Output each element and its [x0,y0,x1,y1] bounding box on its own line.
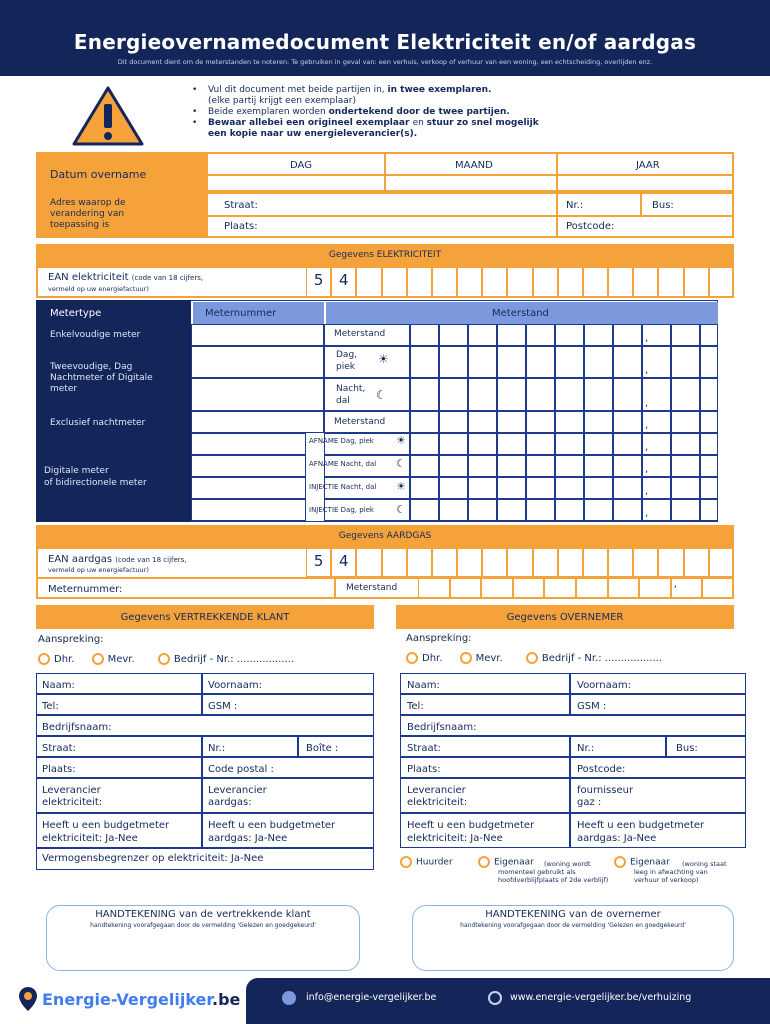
eigenaar-1-note: (woning wordt momenteel gebruikt als hoofdverblijfplaats of 2de verblijf) [498,860,609,884]
gas-meterstand-digit[interactable] [576,578,608,599]
signature-taker-box[interactable] [412,905,734,971]
moon-icon: ☾ [396,457,406,470]
gas-meterstand-digit[interactable] [481,578,513,599]
meterstand-digit[interactable] [555,411,584,433]
meterstand-digit[interactable] [613,378,642,411]
ean-digit-box[interactable] [432,266,457,298]
ean-gas-digits[interactable] [306,547,734,577]
meterstand-digit[interactable] [410,411,439,433]
ean-digit-box[interactable] [658,547,683,577]
meterstand-digit[interactable] [497,411,526,433]
bus-label: Bus: [652,200,674,211]
mevr-radio[interactable] [92,653,104,665]
meterstand-digit[interactable] [700,433,718,455]
gas-meterstand-digit[interactable] [544,578,576,599]
year-label: JAAR [636,160,660,171]
gas-meterstand-digit[interactable] [450,578,482,599]
meterstand-digit[interactable] [526,455,555,477]
meterstand-digit[interactable] [671,499,700,521]
ean-digit-box[interactable] [533,547,558,577]
dag-label: Dag, [336,350,358,360]
meterstand-digit[interactable] [584,477,613,499]
sun-icon: ☀ [396,434,406,447]
meterstand-digit[interactable] [410,433,439,455]
metertype-header: Metertype [50,308,102,319]
meterstand-header: Meterstand [492,308,549,319]
meternummer-header: Meternummer [205,308,277,319]
meterstand-digit[interactable] [497,433,526,455]
bedrijf-radio[interactable] [158,653,170,665]
meterstand-digit[interactable]: , [642,346,671,378]
eigenaar-2-radio[interactable] [614,856,626,868]
meterstand-digit[interactable] [526,499,555,521]
meterstand-digit[interactable] [671,378,700,411]
ean-digit-box[interactable] [356,266,381,298]
gsm-label: GSM : [577,701,607,712]
address-label-box [36,192,208,238]
bedrijfsnaam-label: Bedrijfsnaam: [42,722,112,733]
meterstand-digit[interactable] [410,477,439,499]
meterstand-digit[interactable]: , [642,477,671,499]
meterstand-digit[interactable] [584,346,613,378]
meterstand-digit[interactable]: , [642,378,671,411]
meternummer-cell[interactable] [191,411,324,433]
gas-meternummer-label: Meternummer: [48,584,123,595]
gas-header [36,525,734,547]
departing-salutation-options[interactable]: Dhr. Mevr. Bedrijf - Nr.: .................. [38,653,294,665]
dhr-radio[interactable] [406,652,418,664]
signature-departing-title: HANDTEKENING van de vertrekkende klant [95,909,311,920]
month-label: MAAND [455,160,493,171]
injectie-nacht-label: INJECTIE Nacht, dal [309,483,377,491]
budget-gas-label: Heeft u een budgetmeter aardgas: Ja-Nee [208,820,336,844]
tel-label: Tel: [407,701,424,712]
ean-digit-box[interactable] [709,547,734,577]
email-icon [282,991,296,1005]
city-label: Plaats: [224,221,258,232]
meterstand-digit[interactable] [439,477,468,499]
meterstand-digit[interactable] [468,499,497,521]
brand-logo: Energie-Vergelijker.be [42,990,241,1009]
injectie-dag-label: INJECTIE Dag, piek [309,506,374,514]
ean-digit-box[interactable] [709,266,734,298]
meterstand-digit[interactable] [526,477,555,499]
ean-digit-box[interactable] [507,547,532,577]
meterstand-digit[interactable] [584,499,613,521]
globe-icon [488,991,502,1005]
dal-label: dal [336,396,350,406]
gas-meterstand-digit[interactable] [639,578,671,599]
huurder-radio[interactable] [400,856,412,868]
meterstand-digit[interactable] [671,411,700,433]
meterstand-digit[interactable] [526,346,555,378]
ean-digit-box[interactable] [407,547,432,577]
tel-label: Tel: [42,701,59,712]
ean-digit-box[interactable] [382,547,407,577]
nr-label: Nr.: [208,743,226,754]
meternummer-cell[interactable] [191,455,306,477]
naam-label: Naam: [42,680,75,691]
gas-meterstand-digit[interactable]: , [671,578,703,599]
day-label: DAG [290,160,312,171]
meterstand-digit[interactable] [497,499,526,521]
ean-digit-box[interactable] [457,266,482,298]
ean-electricity-digits[interactable] [306,266,734,298]
meterstand-digit[interactable] [555,346,584,378]
meternummer-cell[interactable] [191,477,306,499]
postcode-label: Postcode: [566,221,615,232]
meterstand-digit[interactable] [613,477,642,499]
piek-label: piek [336,362,355,372]
ean-digit-box[interactable] [407,266,432,298]
meterstand-digit[interactable] [468,433,497,455]
vermogensbegrenzer-label: Vermogensbegrenzer op elektriciteit: Ja-Nee [42,853,264,864]
signature-departing-box[interactable] [46,905,360,971]
ean-digit-box[interactable] [382,266,407,298]
eigenaar-2-note: (woning staat leeg in afwachting van verhuur of verkoop) [634,860,727,884]
taker-header [396,605,734,629]
eigenaar-1-option[interactable]: Eigenaar [478,856,534,868]
sun-icon: ☀ [396,480,406,493]
ean-digit-box[interactable] [684,547,709,577]
meternummer-cell[interactable] [191,346,324,378]
voornaam-label: Voornaam: [577,680,631,691]
meterstand-digit[interactable] [555,324,584,346]
ean-digit-box[interactable] [558,547,583,577]
date-label-box [36,152,208,192]
ean-prefix-digit: 4 [331,547,356,577]
exclusief-nacht-label: Exclusief nachtmeter [50,418,146,428]
straat-label: Straat: [42,743,76,754]
naam-label: Naam: [407,680,440,691]
bidirectionele-meter-label: of bidirectionele meter [44,478,147,488]
meterstand-digit[interactable] [700,324,718,346]
meterstand-digit[interactable]: , [642,324,671,346]
meterstand-digit[interactable] [526,411,555,433]
lev-elek-label: Leverancier elektriciteit: [407,785,468,808]
nr-label: Nr.: [566,200,584,211]
meterstand-digit[interactable] [700,499,718,521]
electricity-header [36,244,734,266]
ean-digit-box[interactable] [633,547,658,577]
meterstand-digit[interactable] [555,499,584,521]
bedrijf-radio[interactable] [526,652,538,664]
gsm-label: GSM : [208,701,238,712]
bus-label: Bus: [676,743,698,754]
gas-meterstand-digits[interactable] [418,578,734,599]
meterstand-digit[interactable]: , [642,499,671,521]
ean-digit-box[interactable] [608,266,633,298]
ean-digit-box[interactable] [356,547,381,577]
ean-digit-box[interactable] [658,266,683,298]
meterstand-digit[interactable] [410,324,439,346]
meterstand-label-2: Meterstand [334,417,386,427]
meterstand-digit[interactable] [700,378,718,411]
meterstand-digit[interactable] [700,411,718,433]
digitale-meter-label: Digitale meter [44,466,109,476]
straat-label: Straat: [407,743,441,754]
meterstand-digit[interactable] [439,499,468,521]
meterstand-digit[interactable]: , [642,411,671,433]
meterstand-digit[interactable] [555,378,584,411]
meterstand-digit[interactable] [613,346,642,378]
meterstand-digit[interactable] [671,455,700,477]
departing-title: Gegevens VERTREKKENDE KLANT [120,612,290,623]
departing-header [36,605,374,629]
boite-label: Boîte : [306,743,339,754]
meterstand-digit[interactable] [671,477,700,499]
taker-salutation-options[interactable]: Dhr. Mevr. Bedrijf - Nr.: .................. [406,652,662,664]
ean-electricity-label: EAN elektriciteit (code van 18 cijfers, [48,272,204,283]
meterstand-digit[interactable] [439,378,468,411]
ean-prefix-digit: 4 [331,266,356,298]
date-fields[interactable] [206,152,734,192]
meterstand-label-cell[interactable] [324,378,410,411]
meterstand-digit[interactable] [439,411,468,433]
ean-prefix-digit: 5 [306,547,331,577]
page-header [0,0,770,76]
gas-meterstand-label: Meterstand [346,583,398,593]
meterstand-digit[interactable] [468,455,497,477]
ean-gas-label: EAN aardgas (code van 18 cijfers, [48,554,187,565]
meterstand-digit[interactable] [613,433,642,455]
meterstand-digit[interactable] [439,324,468,346]
meterstand-digit[interactable] [671,433,700,455]
meterstand-digit[interactable]: , [642,455,671,477]
ean-digit-box[interactable] [482,547,507,577]
nr-label: Nr.: [577,743,595,754]
date-label: Datum overname [50,168,147,181]
meterstand-digit[interactable] [526,324,555,346]
meterstand-digit[interactable] [671,324,700,346]
ean-digit-box[interactable] [583,266,608,298]
taker-salutation-label: Aanspreking: [406,633,472,644]
footer-url[interactable]: www.energie-vergelijker.be/verhuizing [510,992,692,1003]
meterstand-digit[interactable] [584,324,613,346]
meterstand-digit[interactable] [526,433,555,455]
tweevoudig-label: Tweevoudige, Dag Nachtmeter of Digitale meter [50,362,153,394]
form-field[interactable] [36,694,202,715]
eigenaar-2-option[interactable]: Eigenaar [614,856,670,868]
meterstand-digit[interactable] [613,499,642,521]
meterstand-digit[interactable] [468,324,497,346]
meternummer-cell[interactable] [191,324,324,346]
ean-digit-box[interactable] [507,266,532,298]
signature-taker-title: HANDTEKENING van de overnemer [485,909,661,920]
meterstand-digit[interactable] [700,455,718,477]
meterstand-digit[interactable] [497,378,526,411]
meterstand-digit[interactable] [439,433,468,455]
signature-note: handtekening voorafgegaan door de vermelding 'Gelezen en goedgekeurd' [460,922,686,929]
enkelvoudig-label: Enkelvoudige meter [50,330,141,340]
ean-digit-box[interactable] [533,266,558,298]
meterstand-digit[interactable] [497,324,526,346]
lev-gas-label: Leverancier aardgas: [208,785,267,808]
dhr-radio[interactable] [38,653,50,665]
gas-title: Gegevens AARDGAS [338,531,432,541]
meterstand-digit[interactable] [584,378,613,411]
departing-salutation-label: Aanspreking: [38,634,104,645]
nacht-label: Nacht, [336,384,366,394]
mevr-radio[interactable] [460,652,472,664]
footer-email[interactable]: info@energie-vergelijker.be [306,992,437,1003]
meterstand-digit[interactable] [468,411,497,433]
instructions: • Vul dit document met beide partijen in, in twee exemplaren. (elke partij krijgt een exemplaar) • Beide exemplaren worden ondertekend door de twee partijen. • Bewaar allebei een origineel exemplaar en stuur zo snel mogelijk een kopie naar uw energieleverancier(s). [192,85,592,140]
lev-elek-label: Leverancier elektriciteit: [42,785,103,808]
meternummer-cell[interactable] [191,378,324,411]
footer [0,978,770,1024]
eigenaar-1-radio[interactable] [478,856,490,868]
signature-note: handtekening voorafgegaan door de vermelding 'Gelezen en goedgekeurd' [90,922,316,929]
meterstand-digit[interactable] [671,346,700,378]
sun-icon: ☀ [378,352,389,366]
postcode-label: Postcode: [577,764,626,775]
budget-elek-label: Heeft u een budgetmeter elektriciteit: Ja-Nee [407,820,535,844]
meterstand-digit[interactable] [468,477,497,499]
gas-meterstand-digit[interactable] [513,578,545,599]
meterstand-digit[interactable] [439,346,468,378]
meterstand-digit[interactable] [410,346,439,378]
plaats-label: Plaats: [42,764,76,775]
meterstand-digit[interactable] [526,378,555,411]
ean-electricity-note: vermeld op uw energiefactuur) [48,285,149,293]
meterstand-digit[interactable] [584,411,613,433]
meterstand-digit[interactable] [410,455,439,477]
plaats-label: Plaats: [407,764,441,775]
meterstand-digit[interactable] [555,455,584,477]
meterstand-digit[interactable] [613,324,642,346]
gas-meterstand-digit[interactable] [418,578,450,599]
form-field[interactable] [400,694,570,715]
street-label: Straat: [224,200,258,211]
meternummer-cell[interactable] [191,499,306,521]
meterstand-digit[interactable] [584,455,613,477]
meterstand-digit[interactable] [497,477,526,499]
electricity-title: Gegevens ELEKTRICITEIT [328,250,442,260]
location-pin-icon [18,986,38,1012]
ean-digit-box[interactable] [633,266,658,298]
page-title: Energieovernamedocument Elektriciteit en/of aardgas [73,30,697,54]
moon-icon: ☾ [376,388,387,402]
ean-prefix-digit: 5 [306,266,331,298]
meterstand-digit[interactable] [410,378,439,411]
meterstand-digit[interactable] [497,455,526,477]
address-label: Adres waarop de verandering van toepassing is [50,198,126,230]
meterstand-label-1: Meterstand [334,329,386,339]
meterstand-digit[interactable] [584,433,613,455]
budget-elek-label: Heeft u een budgetmeter elektriciteit: Ja-Nee [42,820,170,844]
meterstand-digit[interactable] [555,433,584,455]
code-postal-label: Code postal : [208,764,274,775]
ean-digit-box[interactable] [583,547,608,577]
meterstand-digit[interactable] [468,346,497,378]
meterstand-digit[interactable] [613,455,642,477]
ean-digit-box[interactable] [457,547,482,577]
page-subtitle: Dit document dient om de meterstanden te noteren. Te gebruiken in geval van: een verhuis, verkoop of verhuur van een woning, een echtscheiding, overlijden enz. [117,58,653,66]
meterstand-digit[interactable] [700,477,718,499]
afname-dag-label: AFNAME Dag, piek [309,437,374,445]
bedrijfsnaam-label: Bedrijfsnaam: [407,722,477,733]
meterstand-digit[interactable] [497,346,526,378]
ean-gas-note: vermeld op uw energiefactuur) [48,566,149,574]
afname-nacht-label: AFNAME Nacht, dal [309,460,377,468]
meternummer-cell[interactable] [191,433,306,455]
meterstand-digit[interactable] [439,455,468,477]
huurder-option[interactable]: Huurder [400,856,453,868]
gas-meterstand-digit[interactable] [608,578,640,599]
ean-digit-box[interactable] [432,547,457,577]
gas-meterstand-digit[interactable] [702,578,734,599]
taker-title: Gegevens OVERNEMER [506,612,624,623]
meterstand-digit[interactable] [468,378,497,411]
ean-digit-box[interactable] [684,266,709,298]
budget-gas-label: Heeft u een budgetmeter aardgas: Ja-Nee [577,820,705,844]
ean-digit-box[interactable] [482,266,507,298]
voornaam-label: Voornaam: [208,680,262,691]
ean-digit-box[interactable] [608,547,633,577]
fournisseur-gaz-label: fournisseur gaz : [577,785,634,808]
meterstand-digit[interactable] [700,346,718,378]
meterstand-digit[interactable] [555,477,584,499]
moon-icon: ☾ [396,503,406,516]
warning-icon [70,84,146,148]
meterstand-digit[interactable]: , [642,433,671,455]
ean-digit-box[interactable] [558,266,583,298]
meterstand-digit[interactable] [613,411,642,433]
meterstand-digit[interactable] [410,499,439,521]
